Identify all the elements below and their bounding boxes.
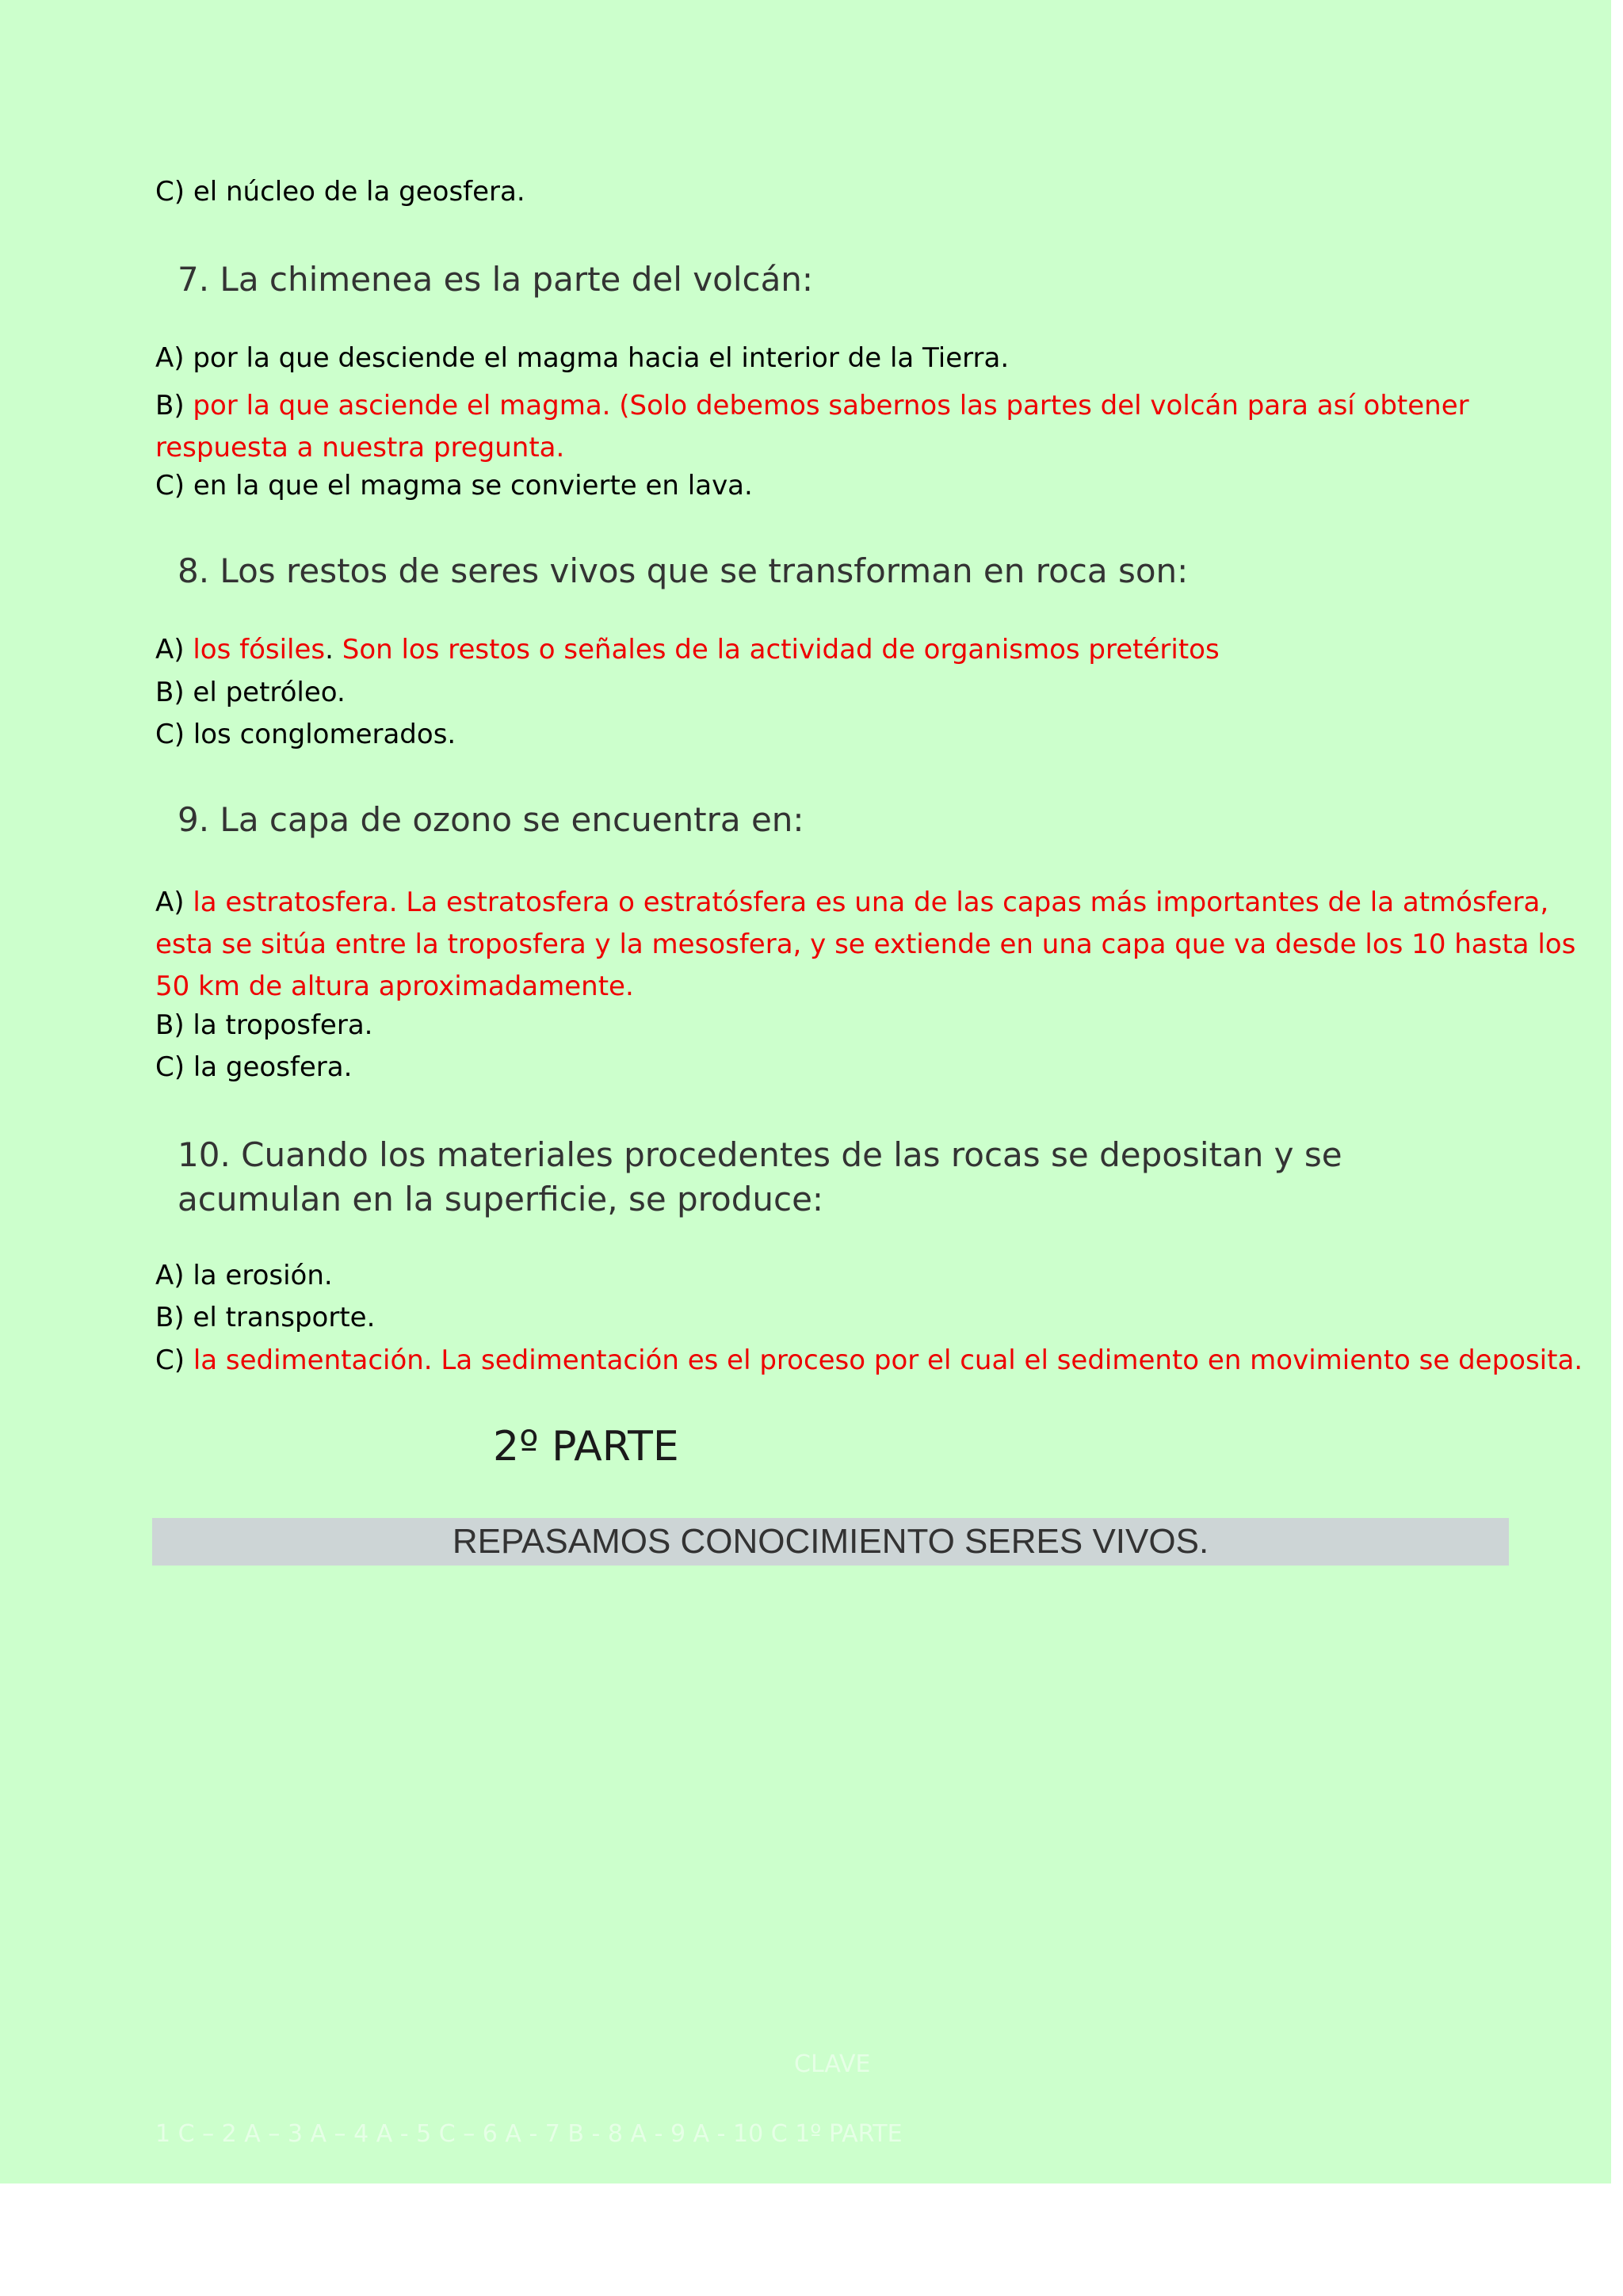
q9-option-c: C) la geosfera. <box>155 1051 353 1083</box>
q9-option-b: B) la troposfera. <box>155 1009 373 1041</box>
question-9: 9. La capa de ozono se encuentra en: <box>178 800 804 839</box>
option-letter: B) <box>155 390 193 421</box>
q7-correct-answer: por la que asciende el magma. (Solo debemos sabernos las partes del volcán para así obtener respuesta a nuestra pregunta. <box>155 390 1469 463</box>
section-banner <box>152 1518 1509 1566</box>
q8-option-a <box>155 634 1220 666</box>
option-letter: C) <box>155 1344 193 1376</box>
q6-option-c: C) el núcleo de la geosfera. <box>155 176 525 208</box>
question-7: 7. La chimenea es la parte del volcán: <box>178 260 814 299</box>
question-8: 8. Los restos de seres vivos que se transforman en roca son: <box>178 551 1189 590</box>
q7-option-a: A) por la que desciende el magma hacia el interior de la Tierra. <box>155 342 1010 374</box>
q8-option-c: C) los conglomerados. <box>155 719 456 750</box>
q7-option-c: C) en la que el magma se convierte en lava. <box>155 470 753 502</box>
answer-key-line: 1 C – 2 A – 3 A – 4 A - 5 C – 6 A - 7 B - 8 A - 9 A - 10 C 1º PARTE <box>155 2120 903 2148</box>
q9-option-a <box>155 882 1590 1008</box>
option-letter: A) <box>155 887 193 918</box>
q10-option-b: B) el transporte. <box>155 1302 376 1333</box>
q9-correct-answer: la estratosfera. La estratosfera o estratósfera es una de las capas más importantes de la atmósfera, esta se sitúa entre la troposfera y la mesosfera, y se extiende en una capa que va desde los 10 hasta los 50 km de altura aproximadamente. <box>155 887 1576 1002</box>
q10-correct-answer: la sedimentación. La sedimentación es el proceso por el cual el sedimento en movimiento se deposita. <box>193 1344 1583 1376</box>
q10-option-c <box>155 1344 1583 1376</box>
part-title: 2º PARTE <box>493 1423 679 1470</box>
banner-title: REPASAMOS CONOCIMIENTO SERES VIVOS. <box>452 1522 1209 1561</box>
q8-answer-note: Son los restos o señales de la actividad de organismos pretéritos <box>342 634 1220 666</box>
option-letter: A) <box>155 634 193 666</box>
q8-option-b: B) el petróleo. <box>155 677 346 708</box>
q8-correct-answer: los fósiles <box>193 634 326 666</box>
separator: . <box>325 634 342 666</box>
q7-option-b <box>155 385 1598 469</box>
q10-option-a: A) la erosión. <box>155 1260 333 1291</box>
answer-key-label: CLAVE <box>794 2050 871 2078</box>
question-10: 10. Cuando los materiales procedentes de las rocas se depositan y se acumulan en la superficie, se produce: <box>178 1135 1342 1219</box>
